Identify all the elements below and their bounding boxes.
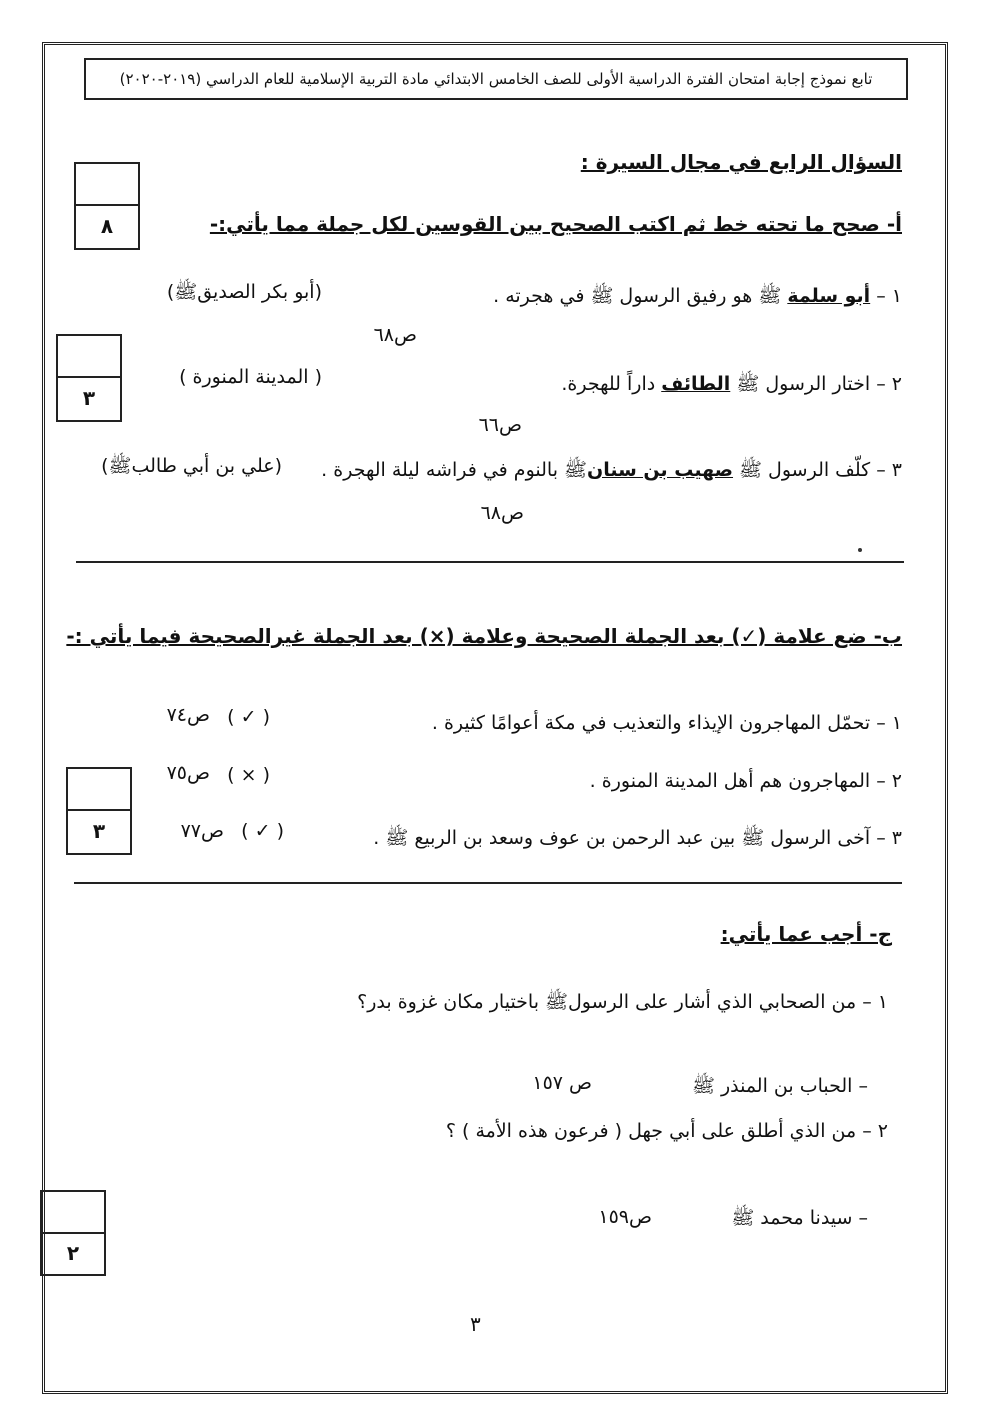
item-number: ٣ – (876, 459, 902, 481)
item-number: ١ – (862, 991, 888, 1013)
partC-score-box (40, 1190, 106, 1276)
partB-item3-ref: ص٧٧ (180, 820, 224, 842)
partC-item1-question (357, 990, 888, 1018)
item-number: ٢ – (876, 770, 902, 792)
divider (76, 561, 904, 563)
partB-item3-mark: ( ✓ ) (241, 820, 284, 842)
partA-score: ٣ (82, 386, 96, 410)
partA-score-box (56, 334, 122, 422)
item-text-after: ﷺ هو رفيق الرسول ﷺ في هجرته . (493, 285, 788, 307)
item-text-after: ﷺ بالنوم في فراشه ليلة الهجرة . (321, 459, 587, 481)
partC-item2-answer: – سيدنا محمد ﷺ (731, 1207, 868, 1229)
divider (74, 882, 902, 884)
partB-item1 (432, 712, 902, 734)
partB-score-box (66, 767, 132, 855)
partC-item1-answer: – الحباب بن المنذر ﷺ (691, 1075, 868, 1097)
partA-item3 (321, 458, 902, 486)
item-text: المهاجرون هم أهل المدينة المنورة . (589, 770, 871, 792)
partC-item2-question (446, 1120, 888, 1142)
partB-item2-ref: ص٧٥ (166, 762, 210, 784)
item-text: آخى الرسول ﷺ بين عبد الرحمن بن عوف وسعد بن الربيع ﷺ . (373, 827, 871, 849)
item-underlined-text: أبو سلمة (787, 285, 871, 307)
partB-item2-mark: ( × ) (227, 764, 270, 786)
exam-header (84, 58, 908, 100)
question4-score: ٨ (100, 214, 114, 238)
item-text: تحمّل المهاجرون الإيذاء والتعذيب في مكة أعوامًا كثيرة . (431, 712, 871, 734)
item-number: ٣ – (876, 827, 902, 849)
partB-item3 (373, 826, 902, 854)
partA-item3-answer: (علي بن أبي طالبﷺ) (101, 455, 282, 477)
partC-item2-ref: ص١٥٩ (598, 1206, 652, 1228)
partA-item3-ref: ص٦٨ (480, 502, 524, 524)
partA-item2 (561, 372, 902, 400)
item-number: ١ – (876, 285, 902, 307)
item-question: من الذي أطلق على أبي جهل ( فرعون هذه الأمة ) ؟ (445, 1120, 857, 1142)
item-number: ٢ – (862, 1120, 888, 1142)
item-underlined-text: الطائف (661, 373, 731, 395)
item-number: ١ – (876, 712, 902, 734)
item-question: من الصحابي الذي أشار على الرسولﷺ باختيار مكان غزوة بدر؟ (357, 991, 857, 1013)
partA-title: أ- صحح ما تحته خط ثم اكتب الصحيح بين القوسين لكل جملة مما يأتي:- (209, 212, 902, 236)
partB-item1-ref: ص٧٤ (166, 704, 210, 726)
partA-item1-answer: (أبو بكر الصديقﷺ) (166, 281, 322, 303)
item-text-before: كلّف الرسول ﷺ (733, 459, 871, 481)
partB-item1-mark: ( ✓ ) (227, 706, 270, 728)
item-text-before: اختار الرسول ﷺ (730, 373, 871, 395)
exam-header-title: تابع نموذج إجابة امتحان الفترة الدراسية الأولى للصف الخامس الابتدائي مادة التربية الإسلامية للعام الدراسي (٢٠١٩-٢٠٢٠) (119, 70, 873, 88)
partC-title: ج- أجب عما يأتي: (720, 922, 892, 946)
partC-score: ٢ (66, 1241, 80, 1265)
item-number: ٢ – (876, 373, 902, 395)
question4-score-box (74, 162, 140, 250)
partA-item1 (493, 284, 902, 312)
partB-item2 (590, 770, 902, 792)
page-number: ٣ (470, 1312, 481, 1336)
question4-title: السؤال الرابع في مجال السيرة : (580, 150, 902, 174)
partC-item1-ref: ص ١٥٧ (532, 1072, 592, 1094)
item-underlined-text: صهيب بن سنان (586, 459, 734, 481)
item-text-after: داراً للهجرة. (561, 373, 662, 395)
partA-item1-ref: ص٦٨ (373, 324, 417, 346)
partA-item2-ref: ص٦٦ (478, 414, 522, 436)
partA-item2-answer: ( المدينة المنورة ) (179, 366, 322, 388)
partB-score: ٣ (92, 819, 106, 843)
partB-title: ب- ضع علامة (✓) بعد الجملة الصحيحة وعلامة (×) بعد الجملة غيرالصحيحة فيما يأتي :- (66, 624, 902, 648)
